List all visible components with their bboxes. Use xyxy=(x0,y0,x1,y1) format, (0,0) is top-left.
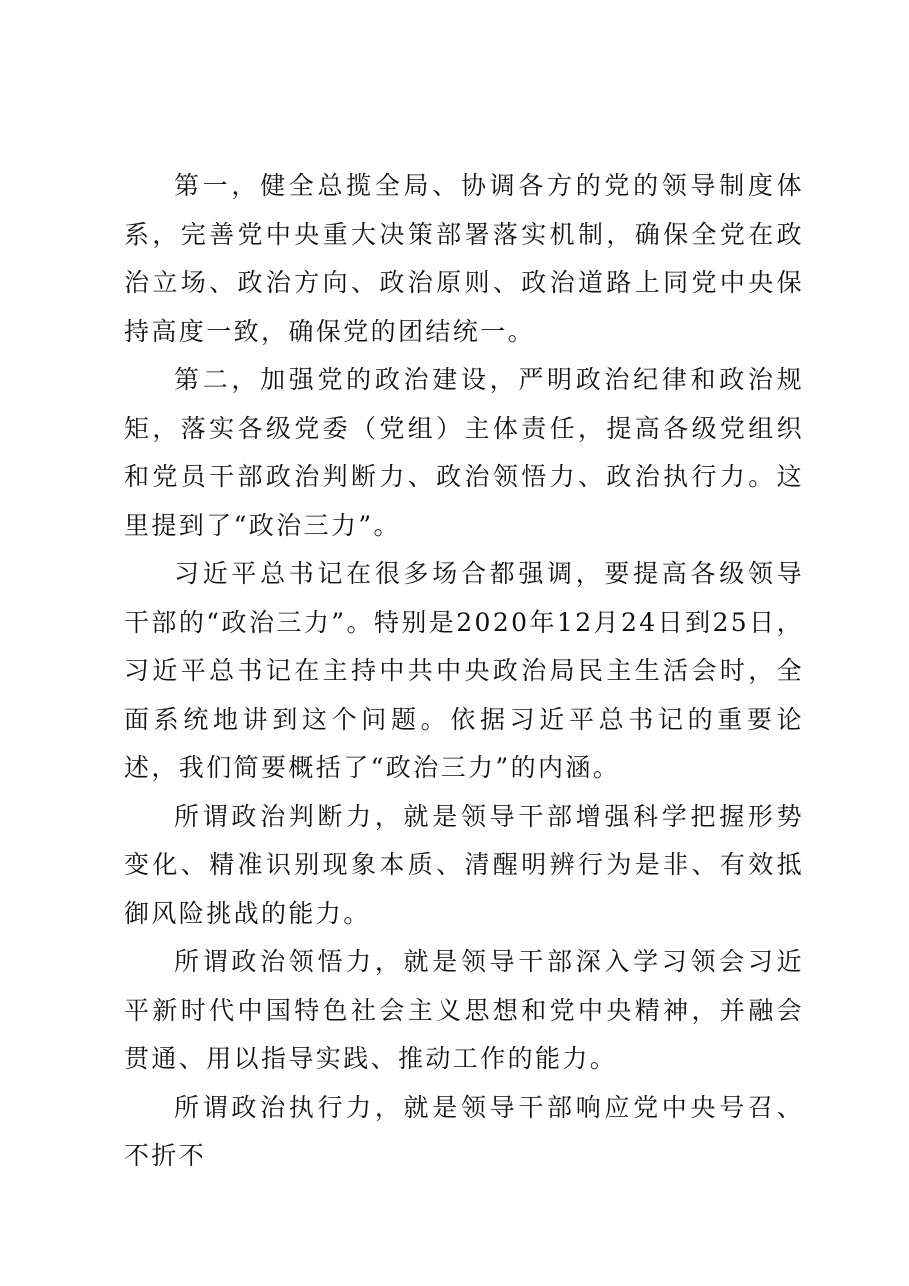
paragraph-4: 所谓政治判断力，就是领导干部增强科学把握形势变化、精准识别现象本质、清醒明辨行为是非、有效抵御风险挑战的能力。 xyxy=(124,801,804,928)
paragraph-6: 所谓政治执行力，就是领导干部响应党中央号召、不折不 xyxy=(124,1092,804,1170)
paragraph-2: 第二，加强党的政治建设，严明政治纪律和政治规矩，落实各级党委（党组）主体责任，提高各级党组织和党员干部政治判断力、政治领悟力、政治执行力。这里提到了“政治三力”。 xyxy=(124,365,804,540)
paragraph-5: 所谓政治领悟力，就是领导干部深入学习领会习近平新时代中国特色社会主义思想和党中央精神，并融会贯通、用以指导实践、推动工作的能力。 xyxy=(124,947,804,1073)
paragraph-1: 第一，健全总揽全局、协调各方的党的领导制度体系，完善党中央重大决策部署落实机制，确保全党在政治立场、政治方向、政治原则、政治道路上同党中央保持高度一致，确保党的团结统一。 xyxy=(124,171,804,346)
document-body xyxy=(124,162,804,1181)
paragraph-3: 习近平总书记在很多场合都强调，要提高各级领导干部的“政治三力”。特别是2020年12月24日到25日，习近平总书记在主持中共中央政治局民主生活会时，全面系统地讲到这个问题。依据习近平总书记的重要论述，我们简要概括了“政治三力”的内涵。 xyxy=(124,559,804,782)
